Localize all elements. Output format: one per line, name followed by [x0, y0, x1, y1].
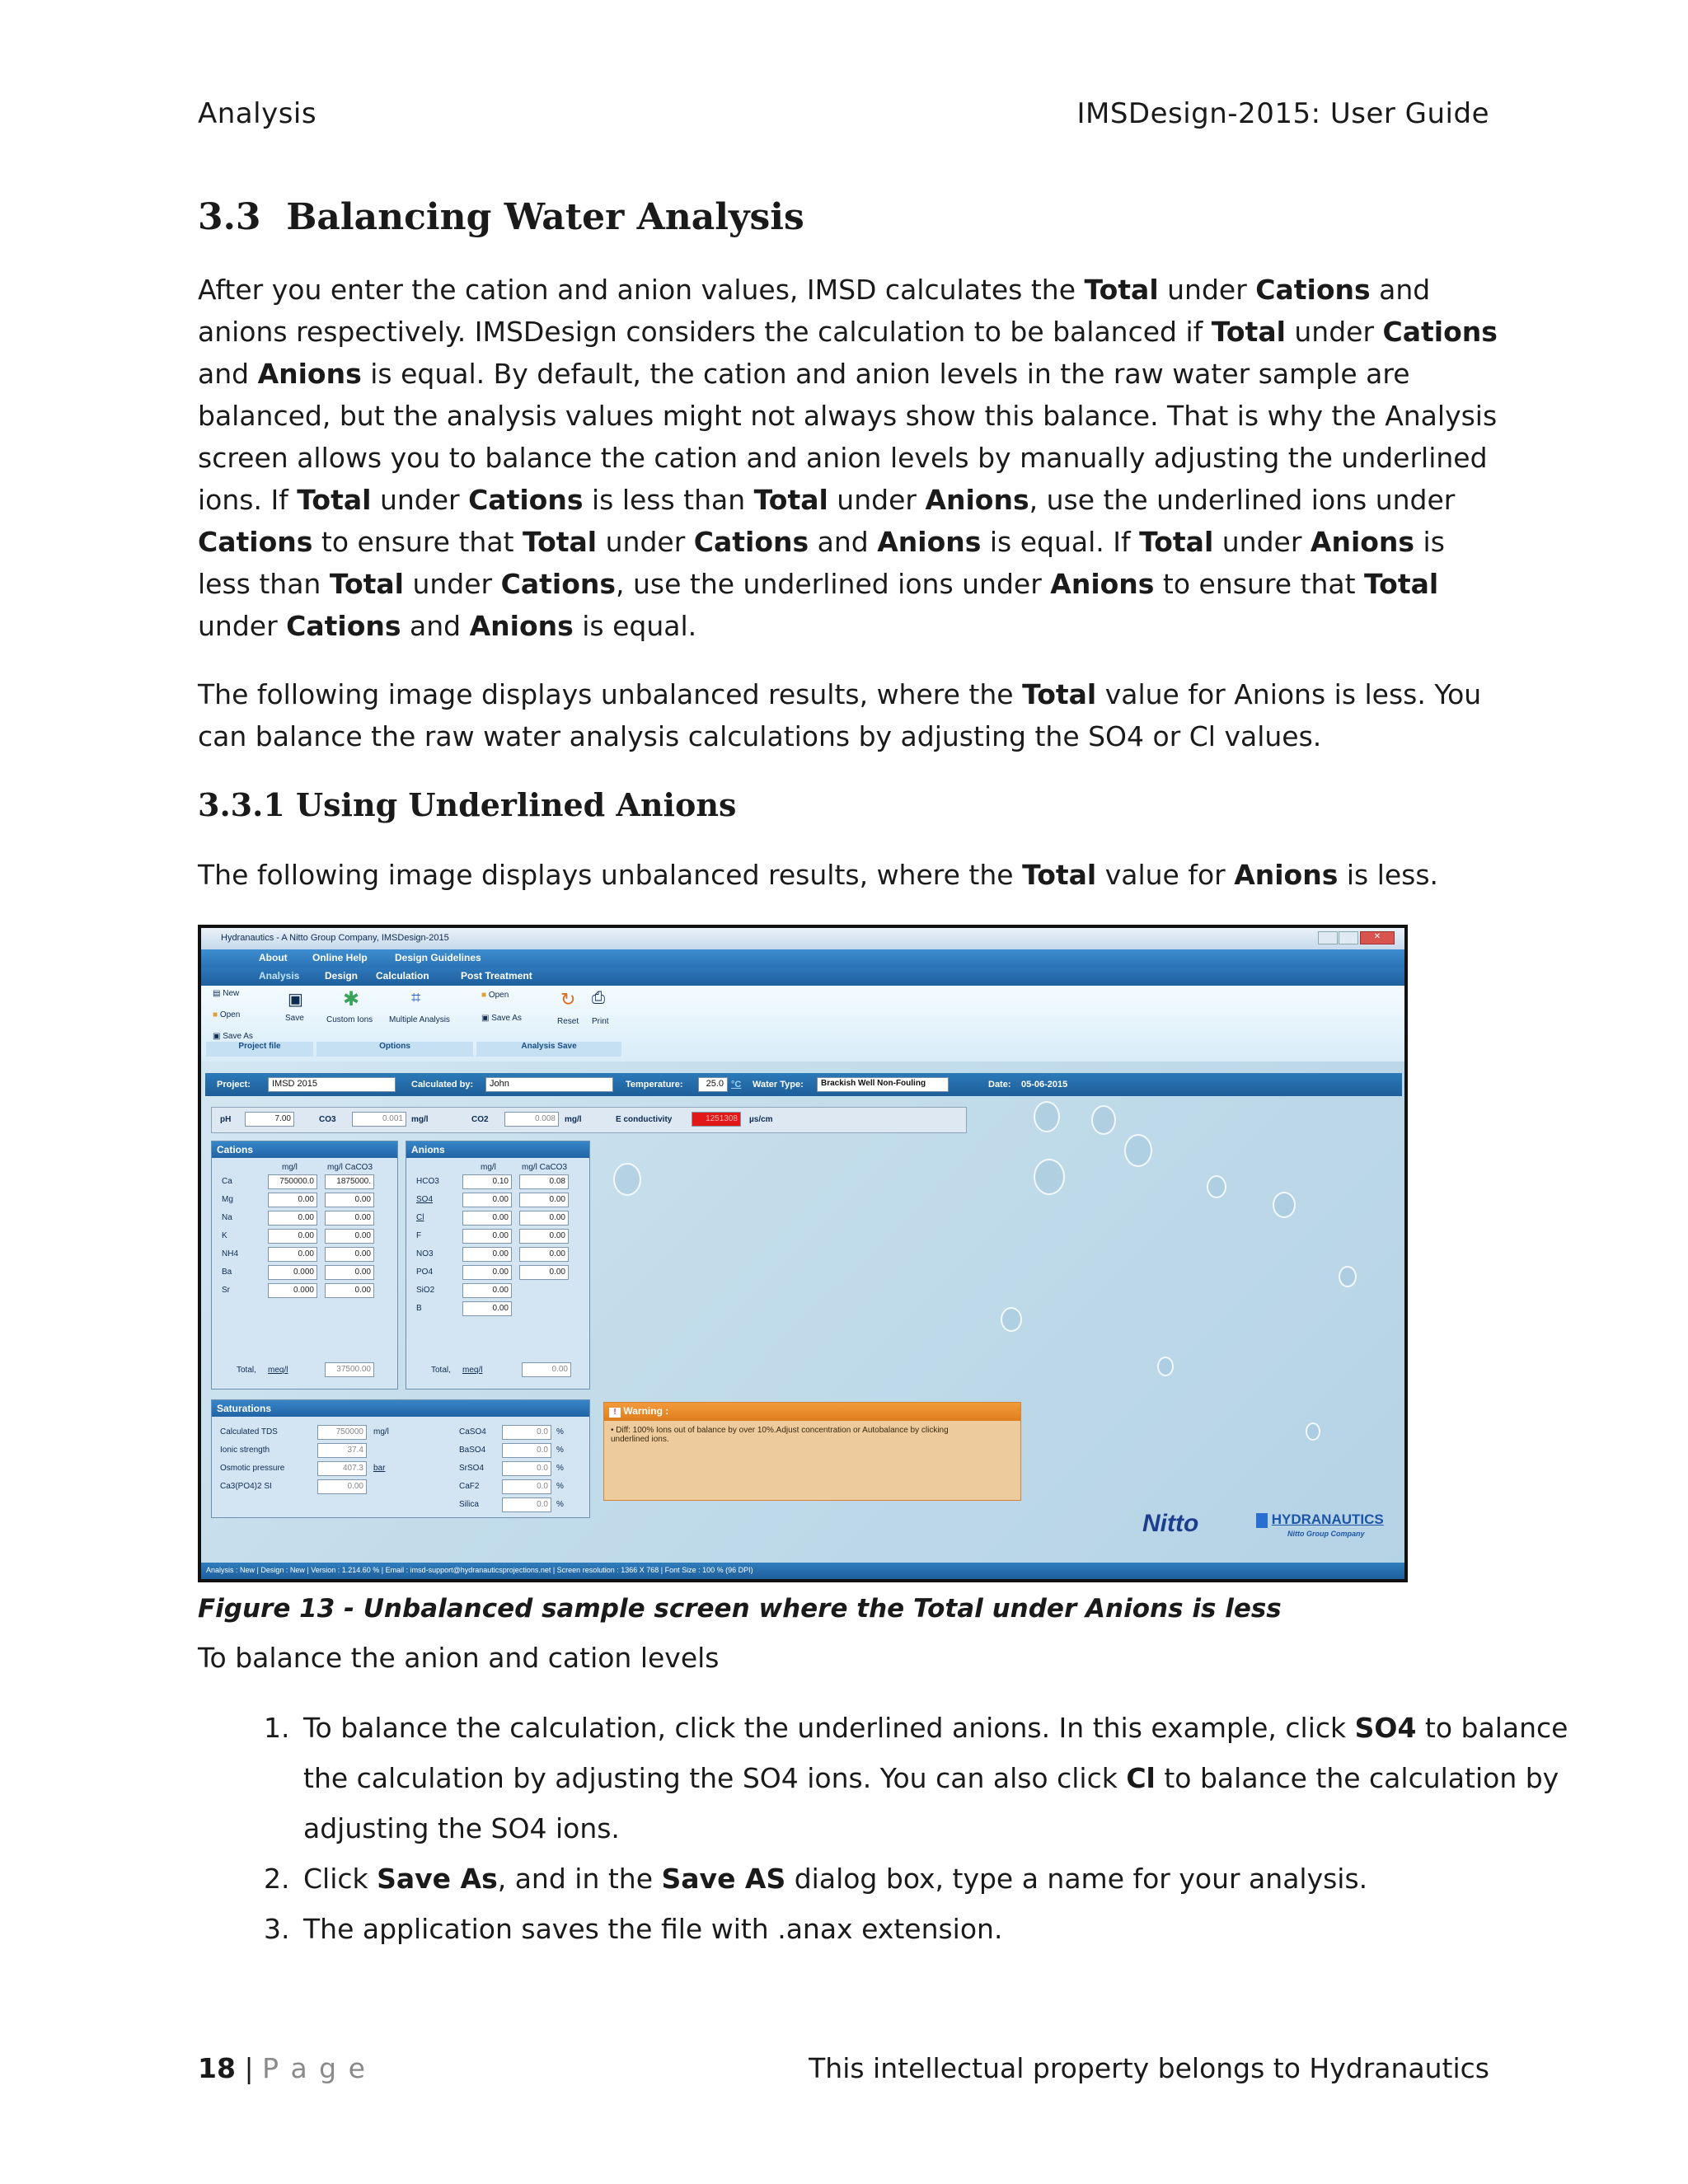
hydranautics-logo: HYDRANAUTICS — [1256, 1511, 1384, 1528]
ion-label-ba: Ba — [222, 1268, 232, 1277]
ion-caco3-input-ba[interactable]: 0.00 — [325, 1265, 374, 1280]
floppy-icon: ▣ — [288, 991, 303, 1009]
ion-caco3-input-na[interactable]: 0.00 — [325, 1211, 374, 1226]
co2-label: CO2 — [471, 1115, 489, 1124]
saturations-title: Saturations — [212, 1400, 589, 1417]
ion-mgl-input-hco3[interactable]: 0.10 — [462, 1174, 512, 1189]
ribbon-save-as-button[interactable]: ▣ Save As — [213, 1032, 253, 1041]
saturation-value: 37.4 — [317, 1443, 367, 1458]
saturation-label: Ionic strength — [220, 1446, 270, 1455]
saturation-unit: mg/l — [373, 1427, 389, 1436]
saturation-value: 0.0 — [502, 1443, 551, 1458]
e-conductivity-value: 1251308 — [692, 1112, 741, 1127]
ion-mgl-input-sr[interactable]: 0.000 — [268, 1283, 317, 1298]
saturation-value: 0.0 — [502, 1497, 551, 1512]
ph-row — [211, 1107, 967, 1133]
ribbon-new-button[interactable]: ▤ New — [213, 989, 240, 998]
ion-label-hco3: HCO3 — [416, 1177, 439, 1186]
section-heading — [198, 196, 804, 238]
anions-col-mgl: mg/l — [481, 1163, 496, 1172]
ion-mgl-input-k[interactable]: 0.00 — [268, 1229, 317, 1244]
water-drop — [1207, 1175, 1226, 1198]
ribbon-print-button[interactable]: Print — [592, 1017, 609, 1026]
ribbon-reset-button[interactable]: Reset — [557, 1017, 579, 1026]
saturation-label: SrSO4 — [459, 1464, 485, 1473]
ion-label-f: F — [416, 1231, 422, 1240]
maximize-button[interactable] — [1339, 931, 1358, 944]
ph-input[interactable]: 7.00 — [245, 1112, 294, 1127]
e-conductivity-label: E conductivity — [616, 1115, 673, 1124]
cations-title: Cations — [212, 1141, 397, 1158]
anions-col-caco3: mg/l CaCO3 — [522, 1163, 568, 1172]
ion-caco3-input-cl[interactable]: 0.00 — [519, 1211, 569, 1226]
ribbon-save-as2-button[interactable]: ▣ Save As — [481, 1014, 522, 1023]
tab-analysis[interactable]: Analysis — [259, 970, 300, 982]
ion-mgl-input-mg[interactable]: 0.00 — [268, 1193, 317, 1207]
e-conductivity-unit: µs/cm — [749, 1115, 773, 1124]
cations-total-label: Total, — [237, 1366, 256, 1375]
page-footer-left — [198, 2052, 367, 2084]
co2-unit: mg/l — [565, 1115, 582, 1124]
menu-bar — [201, 949, 1404, 968]
page-number: 18 — [198, 2052, 236, 2084]
saturation-value: 0.00 — [317, 1479, 367, 1494]
warning-text: • Diff: 100% Ions out of balance by over 10%.Adjust concentration or Autobalance by clicking underlined ions. — [611, 1426, 949, 1444]
water-drop — [1124, 1134, 1152, 1167]
warning-box — [603, 1402, 1021, 1501]
custom-ions-icon: ✱ — [343, 988, 360, 1010]
figure-caption: Figure 13 - Unbalanced sample screen where the Total under Anions is less — [198, 1594, 1282, 1624]
date-label: Date: — [988, 1080, 1011, 1090]
tab-post-treatment[interactable]: Post Treatment — [461, 970, 532, 982]
ion-mgl-input-sio2[interactable]: 0.00 — [462, 1283, 512, 1298]
running-header-right: IMSDesign-2015: User Guide — [1076, 97, 1489, 130]
warning-icon: ! — [609, 1408, 621, 1418]
section-title: Balancing Water Analysis — [286, 196, 804, 238]
saturation-label: Calculated TDS — [220, 1427, 278, 1436]
water-drop — [613, 1163, 641, 1196]
tab-bar — [201, 968, 1404, 986]
ion-mgl-input-no3[interactable]: 0.00 — [462, 1247, 512, 1262]
group-analysis-save: Analysis Save — [476, 1042, 621, 1057]
water-drop — [1306, 1422, 1320, 1441]
step-item: 1. To balance the calculation, click the underlined anions. In this example, click SO4 to balance the calculation by adjusting the SO4 ions. You can also click Cl to balance the calculation by adjusting the SO4 ions. — [298, 1703, 1601, 1854]
hydranautics-sub: Nitto Group Company — [1287, 1530, 1365, 1538]
saturations-panel — [211, 1399, 590, 1518]
co2-value: 0.008 — [504, 1112, 559, 1127]
anions-total-unit[interactable]: meq/l — [462, 1366, 483, 1375]
saturation-unit: % — [556, 1427, 564, 1436]
unbalanced-paragraph: The following image displays unbalanced results, where the Total value for Anions is less. You can balance the raw water analysis calculations by adjusting the SO4 or Cl values. — [198, 678, 1482, 752]
calculated-by-label: Calculated by: — [411, 1080, 474, 1090]
ph-label: pH — [220, 1115, 232, 1124]
hydranautics-mark-icon — [1256, 1513, 1268, 1528]
footer-separator: | — [244, 2052, 254, 2084]
saturation-value: 0.0 — [502, 1479, 551, 1494]
ion-label-sio2: SiO2 — [416, 1286, 435, 1295]
cations-total-value: 37500.00 — [325, 1362, 374, 1377]
section-number: 3.3 — [198, 196, 261, 238]
water-type-label: Water Type: — [753, 1080, 804, 1090]
ribbon-custom-ions-button[interactable]: Custom Ions — [326, 1015, 373, 1024]
steps-list — [198, 1703, 1601, 1954]
water-drop — [1034, 1159, 1065, 1195]
tab-calculation[interactable]: Calculation — [376, 970, 429, 982]
saturation-unit[interactable]: bar — [373, 1464, 386, 1473]
intro-paragraph: After you enter the cation and anion values, IMSD calculates the Total under Cations and anions respectively. IMSDesign considers the calculation to be balanced if Total under Cations and Anions is equal. By default, the cation and anion levels in the raw water sample are balanced, but the analysis values might not always show this balance. That is why the Analysis screen allows you to balance the cation and anion levels by manually adjusting the underlined ions. If Total under Cations is less than Total under Anions, use the underlined ions under Cations to ensure that Total under Cations and Anions is equal. If Total under Anions is less than Total under Cations, use the underlined ions under Anions to ensure that Total under Cations and Anions is equal. — [198, 274, 1498, 642]
ion-mgl-input-na[interactable]: 0.00 — [268, 1211, 317, 1226]
ion-caco3-input-f[interactable]: 0.00 — [519, 1229, 569, 1244]
saturation-value: 0.0 — [502, 1461, 551, 1476]
printer-icon: ⎙ — [592, 989, 605, 1007]
menu-online-help[interactable]: Online Help — [312, 952, 368, 963]
group-project-file: Project file — [206, 1042, 313, 1057]
ion-mgl-input-so4[interactable]: 0.00 — [462, 1193, 512, 1207]
ion-label-sr: Sr — [222, 1286, 230, 1295]
temperature-unit[interactable]: °C — [731, 1080, 742, 1090]
page-word: P a g e — [262, 2052, 367, 2084]
saturation-unit: % — [556, 1446, 564, 1455]
menu-about[interactable]: About — [259, 952, 288, 963]
subsection-heading — [198, 786, 736, 823]
ribbon-open2-button[interactable]: ■ Open — [481, 991, 509, 1000]
ion-mgl-input-f[interactable]: 0.00 — [462, 1229, 512, 1244]
ion-mgl-input-ca[interactable]: 750000.0 — [268, 1174, 317, 1189]
saturation-value: 750000 — [317, 1425, 367, 1440]
water-drop — [1034, 1101, 1060, 1132]
water-drop — [1339, 1266, 1357, 1287]
warning-title: ! Warning : — [604, 1403, 1020, 1421]
menu-design-guidelines[interactable]: Design Guidelines — [395, 952, 481, 963]
calculated-by-input[interactable]: John — [485, 1077, 613, 1092]
ion-caco3-input-k[interactable]: 0.00 — [325, 1229, 374, 1244]
water-drop — [1091, 1105, 1116, 1135]
date-value: 05-06-2015 — [1021, 1080, 1068, 1090]
ion-caco3-input-hco3[interactable]: 0.08 — [519, 1174, 569, 1189]
ion-label-nh4: NH4 — [222, 1249, 239, 1258]
temperature-input[interactable]: 25.0 — [698, 1077, 728, 1092]
saturation-unit: % — [556, 1464, 564, 1473]
project-bar — [205, 1073, 1402, 1096]
ion-caco3-input-po4[interactable]: 0.00 — [519, 1265, 569, 1280]
figure-intro-paragraph: The following image displays unbalanced results, where the Total value for Anions is less. — [198, 859, 1439, 891]
ribbon-save-button[interactable]: Save — [285, 1014, 304, 1023]
ion-label-so4[interactable]: SO4 — [416, 1195, 434, 1204]
ion-caco3-input-no3[interactable]: 0.00 — [519, 1247, 569, 1262]
cations-col-mgl: mg/l — [282, 1163, 298, 1172]
ion-label-po4: PO4 — [416, 1268, 434, 1277]
status-bar — [201, 1563, 1404, 1579]
water-drop — [1001, 1307, 1022, 1332]
saturation-value: 0.0 — [502, 1425, 551, 1440]
ion-caco3-input-mg[interactable]: 0.00 — [325, 1193, 374, 1207]
saturation-label: CaF2 — [459, 1482, 480, 1491]
group-options: Options — [316, 1042, 473, 1057]
temperature-label: Temperature: — [626, 1080, 683, 1090]
ion-caco3-input-ca[interactable]: 1875000. — [325, 1174, 374, 1189]
window-titlebar — [201, 928, 1404, 949]
running-header-left: Analysis — [198, 97, 317, 130]
step-item: 3. The application saves the file with .anax extension. — [298, 1904, 1601, 1954]
cations-panel — [211, 1141, 398, 1390]
subsection-number: 3.3.1 — [198, 786, 285, 823]
project-label: Project: — [217, 1080, 251, 1090]
ion-mgl-input-b[interactable]: 0.00 — [462, 1301, 512, 1316]
steps-intro: To balance the anion and cation levels — [198, 1642, 720, 1674]
saturation-label: Osmotic pressure — [220, 1464, 285, 1473]
water-type-select[interactable]: Brackish Well Non-Fouling — [817, 1077, 949, 1092]
saturation-unit: % — [556, 1500, 564, 1509]
ion-label-k: K — [222, 1231, 227, 1240]
co3-unit: mg/l — [411, 1115, 429, 1124]
saturation-label: BaSO4 — [459, 1446, 486, 1455]
step-item: 2. Click Save As, and in the Save AS dialog box, type a name for your analysis. — [298, 1854, 1601, 1904]
tab-design[interactable]: Design — [325, 970, 359, 982]
ion-caco3-input-nh4[interactable]: 0.00 — [325, 1247, 374, 1262]
saturation-label: CaSO4 — [459, 1427, 486, 1436]
saturation-label: Ca3(PO4)2 SI — [220, 1482, 272, 1491]
cations-total-unit[interactable]: meq/l — [268, 1366, 288, 1375]
multiple-analysis-icon: ⌗ — [411, 989, 421, 1007]
ion-mgl-input-nh4[interactable]: 0.00 — [268, 1247, 317, 1262]
subsection-title: Using Underlined Anions — [296, 786, 737, 823]
saturation-label: Silica — [459, 1500, 479, 1509]
cations-col-caco3: mg/l CaCO3 — [327, 1163, 373, 1172]
minimize-button[interactable] — [1318, 931, 1338, 944]
ion-label-cl[interactable]: Cl — [416, 1213, 424, 1222]
ion-caco3-input-so4[interactable]: 0.00 — [519, 1193, 569, 1207]
window-title: Hydranautics - A Nitto Group Company, IMSDesign-2015 — [221, 933, 449, 943]
anions-panel — [406, 1141, 590, 1390]
water-drop — [1273, 1192, 1296, 1218]
close-button[interactable]: ✕ — [1360, 931, 1395, 944]
imsdesign-screenshot — [198, 925, 1408, 1582]
ion-label-no3: NO3 — [416, 1249, 434, 1258]
ion-mgl-input-ba[interactable]: 0.000 — [268, 1265, 317, 1280]
ion-label-mg: Mg — [222, 1195, 233, 1204]
water-drop — [1157, 1357, 1174, 1376]
reset-icon: ↻ — [560, 989, 576, 1010]
anions-title: Anions — [406, 1141, 589, 1158]
saturation-value: 407.3 — [317, 1461, 367, 1476]
anions-total-label: Total, — [431, 1366, 451, 1375]
page-footer-right: This intellectual property belongs to Hydranautics — [809, 2052, 1489, 2084]
status-text: Analysis : New | Design : New | Version : 1.214.60 % | Email : imsd-support@hydranauticsprojections.net | Screen resolution : 1366 X 768 | Font Size : 100 % (96 DPI) — [206, 1566, 753, 1574]
ion-label-b: B — [416, 1304, 422, 1313]
ion-mgl-input-po4[interactable]: 0.00 — [462, 1265, 512, 1280]
ion-caco3-input-sr[interactable]: 0.00 — [325, 1283, 374, 1298]
anions-total-value: 0.00 — [522, 1362, 571, 1377]
project-input[interactable]: IMSD 2015 — [268, 1077, 396, 1092]
ribbon-open-button[interactable]: ■ Open — [213, 1010, 241, 1019]
ion-label-na: Na — [222, 1213, 232, 1222]
ion-label-ca: Ca — [222, 1177, 232, 1186]
ion-mgl-input-cl[interactable]: 0.00 — [462, 1211, 512, 1226]
ribbon-multiple-analysis-button[interactable]: Multiple Analysis — [389, 1015, 450, 1024]
co3-value: 0.001 — [352, 1112, 406, 1127]
nitto-logo: Nitto — [1142, 1510, 1199, 1537]
co3-label: CO3 — [319, 1115, 336, 1124]
saturation-unit: % — [556, 1482, 564, 1491]
